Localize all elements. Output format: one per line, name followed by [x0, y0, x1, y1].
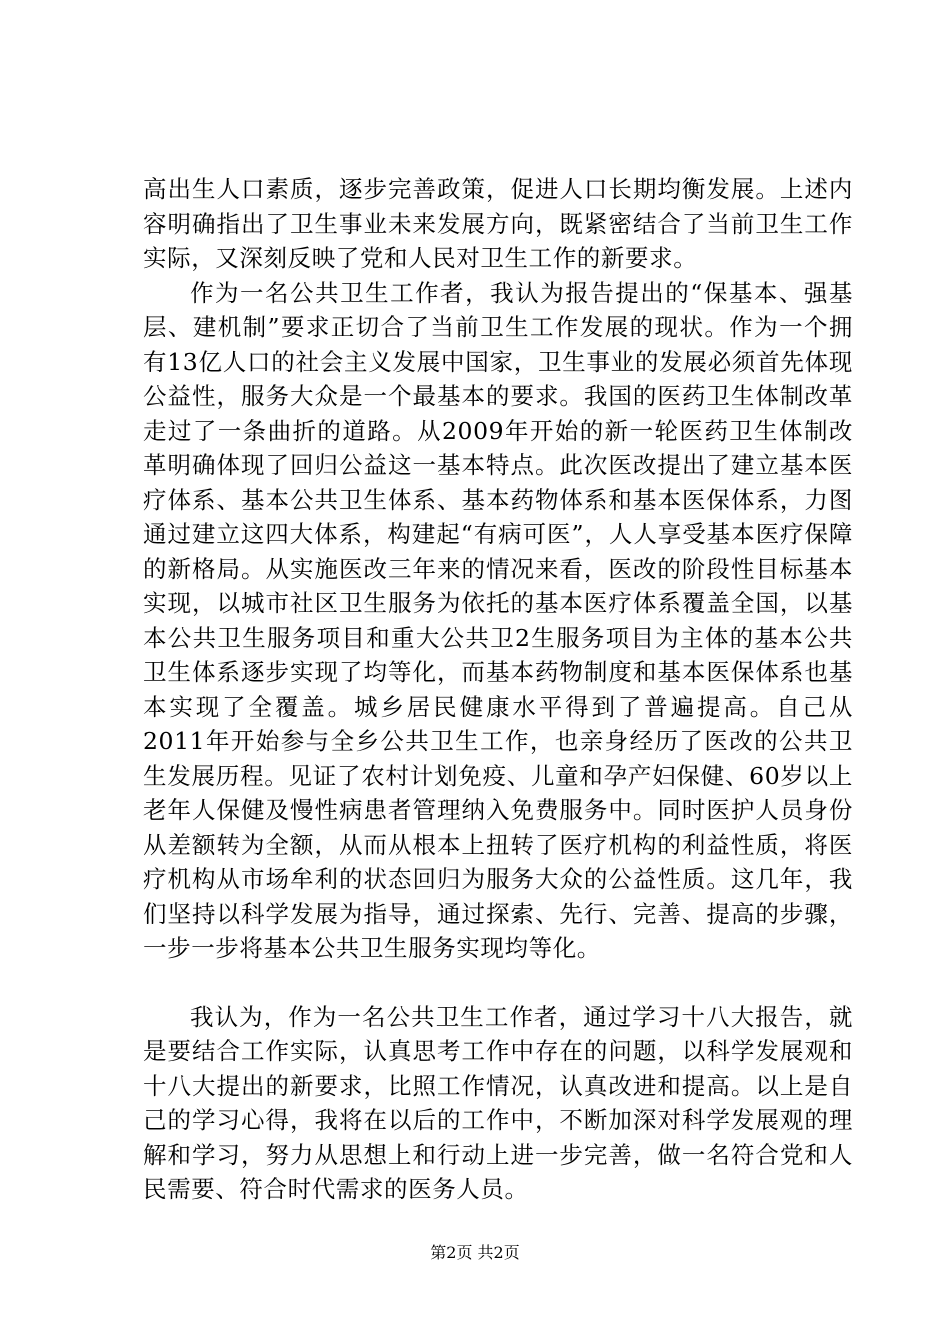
document-body — [143, 172, 853, 1207]
page-footer: 第2页 共2页 — [430, 1243, 520, 1262]
paragraph-public-health-reform: 作为一名公共卫生工作者，我认为报告提出的“保基本、强基层、建机制”要求正切合了当前卫生工作发展的现状。作为一个拥有13亿人口的社会主义发展中国家，卫生事业的发展必须首先体现公益性，服务大众是一个最基本的要求。我国的医药卫生体制改革走过了一条曲折的道路。从2009年开始的新一轮医药卫生体制改革明确体现了回归公益这一基本特点。此次医改提出了建立基本医疗体系、基本公共卫生体系、基本药物体系和基本医保体系，力图通过建立这四大体系，构建起“有病可医”，人人享受基本医疗保障的新格局。从实施医改三年来的情况来看，医改的阶段性目标基本实现，以城市社区卫生服务为依托的基本医疗体系覆盖全国，以基本公共卫生服务项目和重大公共卫2生服务项目为主体的基本公共卫生体系逐步实现了均等化，而基本药物制度和基本医保体系也基本实现了全覆盖。城乡居民健康水平得到了普遍提高。自己从2011年开始参与全乡公共卫生工作，也亲身经历了医改的公共卫生发展历程。见证了农村计划免疫、儿童和孕产妇保健、60岁以上老年人保健及慢性病患者管理纳入免费服务中。同时医护人员身份从差额转为全额，从而从根本上扭转了医疗机构的利益性质，将医疗机构从市场牟利的状态回归为服务大众的公益性质。这几年，我们坚持以科学发展为指导，通过探索、先行、完善、提高的步骤，一步一步将基本公共卫生服务实现均等化。 — [143, 278, 853, 962]
paragraph-continuation: 高出生人口素质，逐步完善政策，促进人口长期均衡发展。上述内容明确指出了卫生事业未来发展方向，既紧密结合了当前卫生工作实际，又深刻反映了党和人民对卫生工作的新要求。 — [143, 175, 853, 272]
paragraph-conclusion: 我认为，作为一名公共卫生工作者，通过学习十八大报告，就是要结合工作实际，认真思考工作中存在的问题，以科学发展观和十八大提出的新要求，比照工作情况，认真改进和提高。以上是自己的学习心得，我将在以后的工作中，不断加深对科学发展观的理解和学习，努力从思想上和行动上进一步完善，做一名符合党和人民需要、符合时代需求的医务人员。 — [143, 1002, 853, 1203]
